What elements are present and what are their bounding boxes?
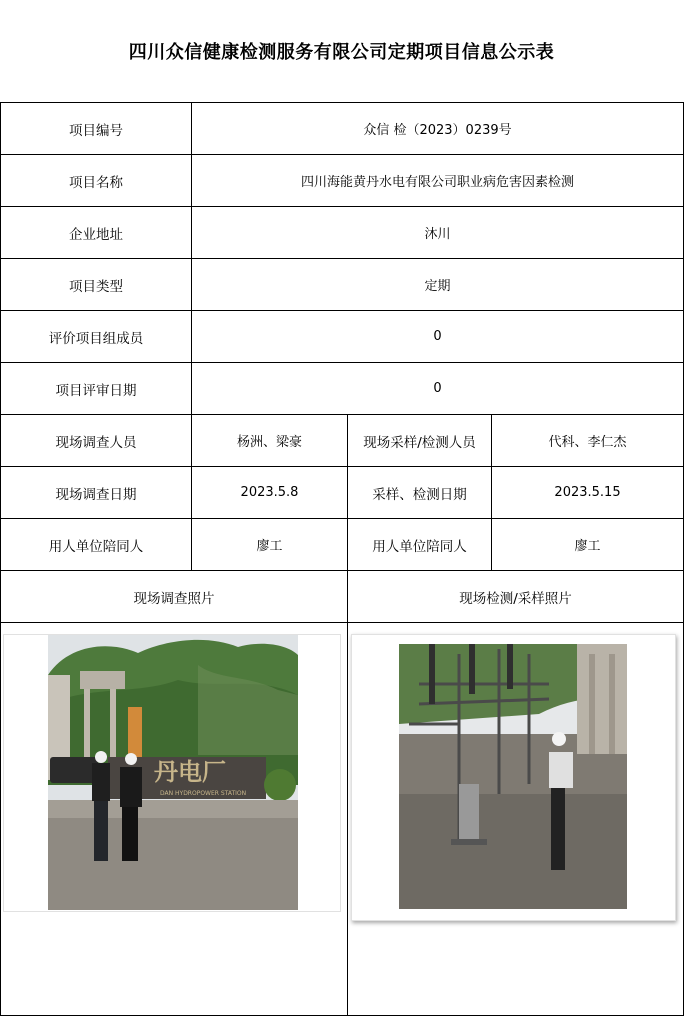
survey-staff: 杨洲、梁豪	[192, 415, 348, 467]
row-label: 用人单位陪同人	[1, 519, 192, 571]
row-label: 现场调查日期	[1, 467, 192, 519]
review-date: 0	[192, 363, 684, 415]
photo-row	[1, 623, 684, 1016]
table-row	[1, 415, 684, 467]
survey-photo-frame	[3, 634, 341, 912]
survey-date: 2023.5.8	[192, 467, 348, 519]
sign-text: 丹电厂	[154, 757, 226, 786]
project-type: 定期	[192, 259, 684, 311]
sampling-photo-label: 现场检测/采样照片	[348, 571, 684, 623]
info-table	[0, 102, 684, 1016]
company-address: 沐川	[192, 207, 684, 259]
row-label: 项目编号	[1, 103, 192, 155]
row-label: 项目名称	[1, 155, 192, 207]
page-title: 四川众信健康检测服务有限公司定期项目信息公示表	[0, 0, 683, 103]
survey-photo	[48, 635, 298, 910]
project-name: 四川海能黄丹水电有限公司职业病危害因素检测	[192, 155, 684, 207]
eval-members: 0	[192, 311, 684, 363]
sampling-date: 2023.5.15	[492, 467, 684, 519]
table-row	[1, 519, 684, 571]
row-label: 项目类型	[1, 259, 192, 311]
row-label: 用人单位陪同人	[348, 519, 492, 571]
row-label: 评价项目组成员	[1, 311, 192, 363]
sampling-photo-cell	[348, 623, 684, 1016]
survey-photo-label: 现场调查照片	[1, 571, 348, 623]
table-row	[1, 259, 684, 311]
sign-subtext: DAN HYDROPOWER STATION	[160, 790, 247, 797]
table-row	[1, 155, 684, 207]
table-row	[1, 363, 684, 415]
row-label: 采样、检测日期	[348, 467, 492, 519]
table-row	[1, 103, 684, 155]
row-label: 现场调查人员	[1, 415, 192, 467]
row-label: 现场采样/检测人员	[348, 415, 492, 467]
survey-photo-cell	[1, 623, 348, 1016]
table-row	[1, 311, 684, 363]
project-number: 众信 检（2023）0239号	[192, 103, 684, 155]
row-label: 企业地址	[1, 207, 192, 259]
table-row	[1, 467, 684, 519]
escort-person-2: 廖工	[492, 519, 684, 571]
table-row	[1, 207, 684, 259]
escort-person: 廖工	[192, 519, 348, 571]
sampling-photo	[399, 644, 627, 909]
sampling-staff: 代科、李仁杰	[492, 415, 684, 467]
sampling-photo-frame	[351, 634, 676, 921]
table-row	[1, 571, 684, 623]
row-label: 项目评审日期	[1, 363, 192, 415]
